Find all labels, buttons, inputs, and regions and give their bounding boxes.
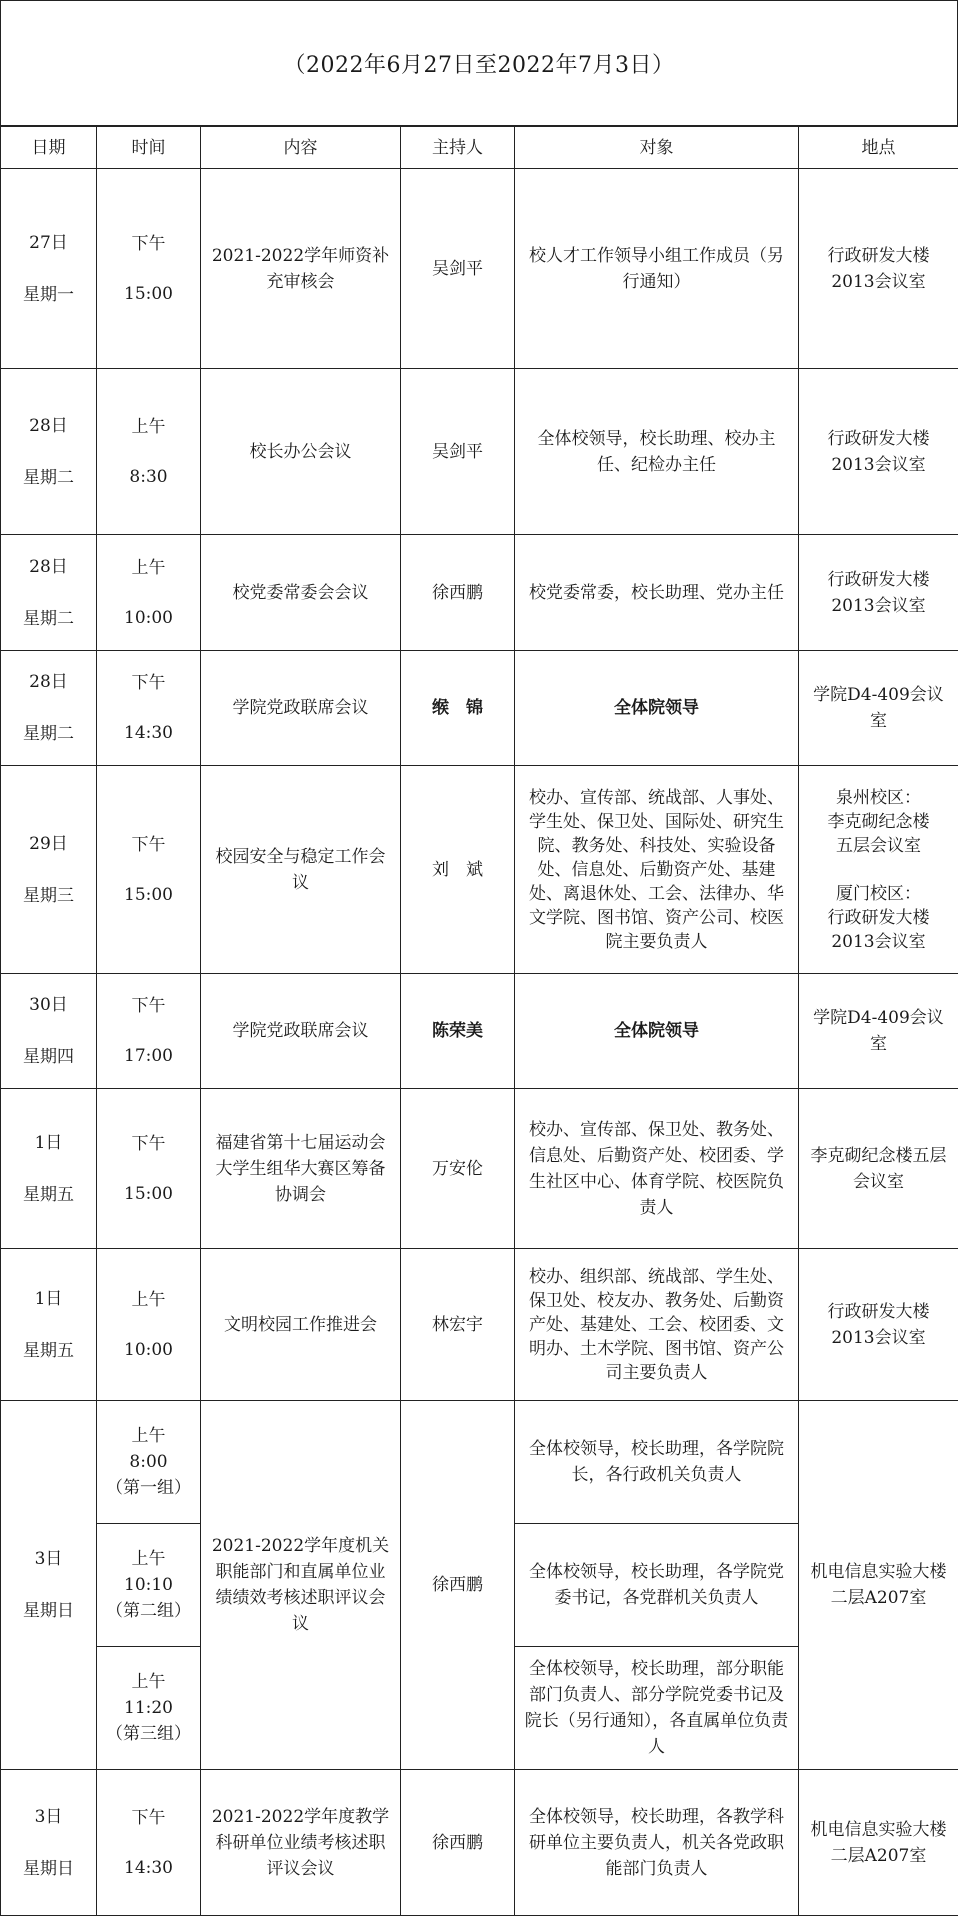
header-target: 对象 [515, 127, 799, 169]
time-cell [97, 1524, 201, 1647]
date-cell [1, 369, 97, 535]
host-cell: 万安伦 [401, 1089, 515, 1249]
date-weekday: 星期二 [23, 724, 74, 744]
time-period: 下午 [131, 996, 166, 1016]
time-cell [97, 1647, 201, 1770]
host-cell: 陈荣美 [401, 974, 515, 1089]
time-cell [97, 1249, 201, 1401]
host-cell: 徐西鹏 [401, 1770, 515, 1916]
time-period: 上午 [131, 1672, 166, 1692]
content-cell: 2021-2022学年师资补充审核会 [201, 169, 401, 369]
table-row [1, 369, 958, 535]
target-cell: 全体校领导，校长助理，部分职能部门负责人、部分学院党委书记及院长（另行通知），各直属单位负责人 [515, 1647, 799, 1770]
header-location: 地点 [799, 127, 958, 169]
date-weekday: 星期三 [23, 885, 74, 906]
content-cell: 2021-2022学年度机关职能部门和直属单位业绩绩效考核述职评议会议 [201, 1401, 401, 1770]
table-row [1, 766, 958, 974]
host-cell: 徐西鹏 [401, 535, 515, 651]
time-cell [97, 766, 201, 974]
content-cell: 校园安全与稳定工作会议 [201, 766, 401, 974]
target-cell: 全体院领导 [515, 974, 799, 1089]
time-period: 下午 [131, 1133, 166, 1154]
location-cell: 学院D4-409会议室 [799, 651, 958, 766]
date-weekday: 星期四 [23, 1047, 74, 1067]
header-row [1, 127, 958, 169]
host-cell: 林宏宇 [401, 1249, 515, 1401]
time-group: （第一组） [106, 1478, 191, 1498]
time-clock: 8:00 [129, 1452, 168, 1472]
time-cell [97, 651, 201, 766]
date-day: 3日 [34, 1549, 63, 1569]
time-period: 上午 [131, 1289, 166, 1310]
date-cell [1, 1770, 97, 1916]
date-weekday: 星期日 [23, 1601, 74, 1621]
time-period: 上午 [131, 1426, 166, 1446]
time-period: 上午 [131, 1549, 166, 1569]
time-period: 下午 [131, 673, 166, 693]
date-day: 27日 [29, 232, 68, 253]
target-cell: 全体校领导，校长助理，各学院党委书记，各党群机关负责人 [515, 1524, 799, 1647]
table-row [1, 1089, 958, 1249]
location-cell: 学院D4-409会议室 [799, 974, 958, 1089]
time-period: 下午 [131, 233, 166, 254]
date-cell [1, 766, 97, 974]
time-clock: 15:00 [124, 283, 173, 304]
content-cell: 学院党政联席会议 [201, 651, 401, 766]
content-cell: 福建省第十七届运动会大学生组华大赛区筹备协调会 [201, 1089, 401, 1249]
header-date: 日期 [1, 127, 97, 169]
time-cell [97, 169, 201, 369]
table-row [1, 535, 958, 651]
target-cell: 校办、组织部、统战部、学生处、保卫处、校友办、教务处、后勤资产处、基建处、工会、校团委、文明办、土木学院、图书馆、资产公司主要负责人 [515, 1249, 799, 1401]
time-cell [97, 1401, 201, 1524]
location-cell: 行政研发大楼2013会议室 [799, 1249, 958, 1401]
host-cell: 刘 斌 [401, 766, 515, 974]
date-cell [1, 535, 97, 651]
schedule-table [0, 126, 958, 1916]
target-cell: 全体院领导 [515, 651, 799, 766]
time-clock: 8:30 [129, 466, 168, 487]
date-cell [1, 1089, 97, 1249]
date-day: 28日 [29, 672, 68, 692]
schedule-title: （2022年6月27日至2022年7月3日） [0, 0, 958, 126]
location-cell: 行政研发大楼2013会议室 [799, 535, 958, 651]
date-cell [1, 974, 97, 1089]
time-period: 下午 [131, 1807, 166, 1828]
content-cell: 学院党政联席会议 [201, 974, 401, 1089]
header-time: 时间 [97, 127, 201, 169]
time-clock: 10:10 [124, 1575, 173, 1595]
date-day: 28日 [29, 415, 68, 436]
date-day: 28日 [29, 556, 68, 577]
target-cell: 全体校领导，校长助理，各学院院长，各行政机关负责人 [515, 1401, 799, 1524]
target-cell: 校办、宣传部、保卫处、教务处、信息处、后勤资产处、校团委、学生社区中心、体育学院、校医院负责人 [515, 1089, 799, 1249]
target-cell: 校办、宣传部、统战部、人事处、学生处、保卫处、国际处、研究生院、教务处、科技处、实验设备处、信息处、后勤资产处、基建处、离退休处、工会、法律办、华文学院、图书馆、资产公司、校医院主要负责人 [515, 766, 799, 974]
time-clock: 17:00 [124, 1046, 173, 1066]
table-row [1, 1401, 958, 1524]
location-cell: 行政研发大楼2013会议室 [799, 169, 958, 369]
time-clock: 10:00 [124, 1339, 173, 1360]
date-cell [1, 169, 97, 369]
date-weekday: 星期一 [23, 284, 74, 305]
host-cell: 徐西鹏 [401, 1401, 515, 1770]
host-cell: 吴剑平 [401, 169, 515, 369]
date-day: 1日 [34, 1132, 63, 1153]
date-day: 1日 [34, 1288, 63, 1309]
date-day: 3日 [34, 1806, 63, 1827]
table-row [1, 974, 958, 1089]
time-cell [97, 1770, 201, 1916]
time-period: 下午 [131, 834, 166, 855]
time-cell [97, 1089, 201, 1249]
target-cell: 全体校领导，校长助理、校办主任、纪检办主任 [515, 369, 799, 535]
target-cell: 校人才工作领导小组工作成员（另行通知） [515, 169, 799, 369]
time-clock: 14:30 [124, 1857, 173, 1878]
content-cell: 文明校园工作推进会 [201, 1249, 401, 1401]
location-cell: 机电信息实验大楼二层A207室 [799, 1401, 958, 1770]
date-cell [1, 651, 97, 766]
time-cell [97, 974, 201, 1089]
content-cell: 2021-2022学年度教学科研单位业绩考核述职评议会议 [201, 1770, 401, 1916]
time-cell [97, 535, 201, 651]
time-clock: 11:20 [124, 1698, 173, 1718]
location-cell: 李克砌纪念楼五层会议室 [799, 1089, 958, 1249]
date-day: 30日 [29, 995, 68, 1015]
location-cell: 机电信息实验大楼二层A207室 [799, 1770, 958, 1916]
location-cell: 泉州校区： 李克砌纪念楼 五层会议室 厦门校区： 行政研发大楼 2013会议室 [799, 766, 958, 974]
time-clock: 15:00 [124, 1183, 173, 1204]
host-cell: 缑 锦 [401, 651, 515, 766]
content-cell: 校党委常委会会议 [201, 535, 401, 651]
time-period: 上午 [131, 557, 166, 578]
time-period: 上午 [131, 416, 166, 437]
date-weekday: 星期五 [23, 1340, 74, 1361]
date-day: 29日 [29, 833, 68, 854]
content-cell: 校长办公会议 [201, 369, 401, 535]
table-row [1, 651, 958, 766]
header-host: 主持人 [401, 127, 515, 169]
date-weekday: 星期日 [23, 1858, 74, 1879]
date-cell [1, 1401, 97, 1770]
table-row [1, 1249, 958, 1401]
date-cell [1, 1249, 97, 1401]
location-cell: 行政研发大楼2013会议室 [799, 369, 958, 535]
time-group: （第三组） [106, 1724, 191, 1744]
table-row [1, 1770, 958, 1916]
time-clock: 15:00 [124, 884, 173, 905]
date-weekday: 星期五 [23, 1184, 74, 1205]
table-row [1, 169, 958, 369]
target-cell: 校党委常委，校长助理、党办主任 [515, 535, 799, 651]
time-clock: 10:00 [124, 607, 173, 628]
host-cell: 吴剑平 [401, 369, 515, 535]
target-cell: 全体校领导，校长助理，各教学科研单位主要负责人，机关各党政职能部门负责人 [515, 1770, 799, 1916]
time-cell [97, 369, 201, 535]
date-weekday: 星期二 [23, 608, 74, 629]
date-weekday: 星期二 [23, 467, 74, 488]
time-group: （第二组） [106, 1601, 191, 1621]
header-content: 内容 [201, 127, 401, 169]
time-clock: 14:30 [124, 723, 173, 743]
